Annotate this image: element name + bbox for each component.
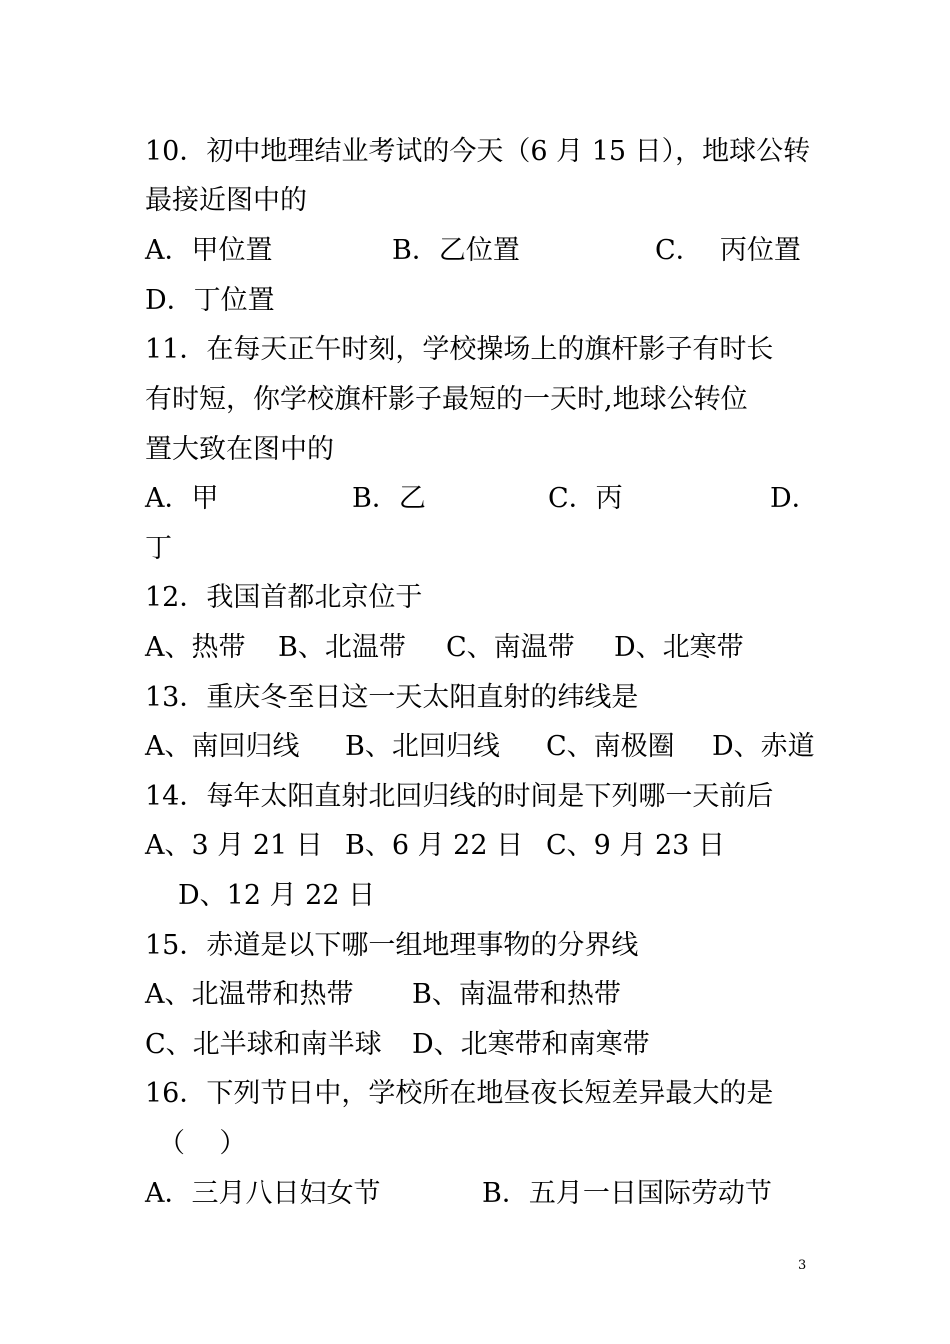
question-14-option-d: D、12 月 22 日 bbox=[178, 880, 376, 911]
question-12-stem: 12．我国首都北京位于 bbox=[145, 582, 423, 613]
question-10-option-c: C． 丙位置 bbox=[655, 235, 801, 266]
question-13-option-c: C、南极圈 bbox=[546, 731, 675, 762]
page-number: 3 bbox=[798, 1258, 807, 1273]
question-16-option-b: B．五月一日国际劳动节 bbox=[482, 1178, 772, 1209]
question-10-option-b: B．乙位置 bbox=[392, 235, 520, 266]
question-12-option-a: A、热带 bbox=[145, 632, 246, 663]
question-15-stem: 15．赤道是以下哪一组地理事物的分界线 bbox=[145, 930, 639, 961]
question-16-stem-line-1: 16．下列节日中，学校所在地昼夜长短差异最大的是 bbox=[145, 1078, 774, 1109]
question-12-option-d: D、北寒带 bbox=[614, 632, 744, 663]
question-11-option-b: B．乙 bbox=[352, 483, 426, 514]
question-11-stem-line-1: 11．在每天正午时刻，学校操场上的旗杆影子有时长 bbox=[145, 334, 774, 365]
question-16-option-a: A．三月八日妇女节 bbox=[145, 1178, 381, 1209]
question-10-stem-line-1: 10．初中地理结业考试的今天（6 月 15 日），地球公转 bbox=[145, 136, 811, 167]
question-15-option-d: D、北寒带和南寒带 bbox=[412, 1029, 650, 1060]
question-10-stem-line-2: 最接近图中的 bbox=[145, 185, 307, 216]
question-14-option-a: A、3 月 21 日 bbox=[145, 830, 323, 861]
question-11-stem-line-3: 置大致在图中的 bbox=[145, 434, 334, 465]
question-13-stem: 13．重庆冬至日这一天太阳直射的纬线是 bbox=[145, 682, 639, 713]
question-11-stem-line-2: 有时短，你学校旗杆影子最短的一天时,地球公转位 bbox=[145, 384, 748, 415]
question-15-option-a: A、北温带和热带 bbox=[145, 979, 354, 1010]
question-13-option-b: B、北回归线 bbox=[345, 731, 500, 762]
question-10-option-a: A．甲位置 bbox=[145, 235, 273, 266]
question-15-option-b: B、南温带和热带 bbox=[412, 979, 621, 1010]
question-12-option-c: C、南温带 bbox=[446, 632, 575, 663]
question-13-option-d: D、赤道 bbox=[712, 731, 815, 762]
question-16-answer-blank: （ ） bbox=[158, 1128, 247, 1159]
question-12-option-b: B、北温带 bbox=[278, 632, 406, 663]
question-11-option-c: C．丙 bbox=[548, 483, 623, 514]
question-11-option-d: D． bbox=[770, 483, 819, 514]
question-14-option-c: C、9 月 23 日 bbox=[546, 830, 725, 861]
question-15-option-c: C、北半球和南半球 bbox=[145, 1029, 382, 1060]
question-11-option-a: A．甲 bbox=[145, 483, 219, 514]
question-14-stem: 14．每年太阳直射北回归线的时间是下列哪一天前后 bbox=[145, 781, 774, 812]
question-11-option-d-continued: 丁 bbox=[145, 533, 172, 564]
question-10-option-d: D．丁位置 bbox=[145, 285, 275, 316]
question-14-option-b: B、6 月 22 日 bbox=[345, 830, 524, 861]
question-13-option-a: A、南回归线 bbox=[145, 731, 300, 762]
